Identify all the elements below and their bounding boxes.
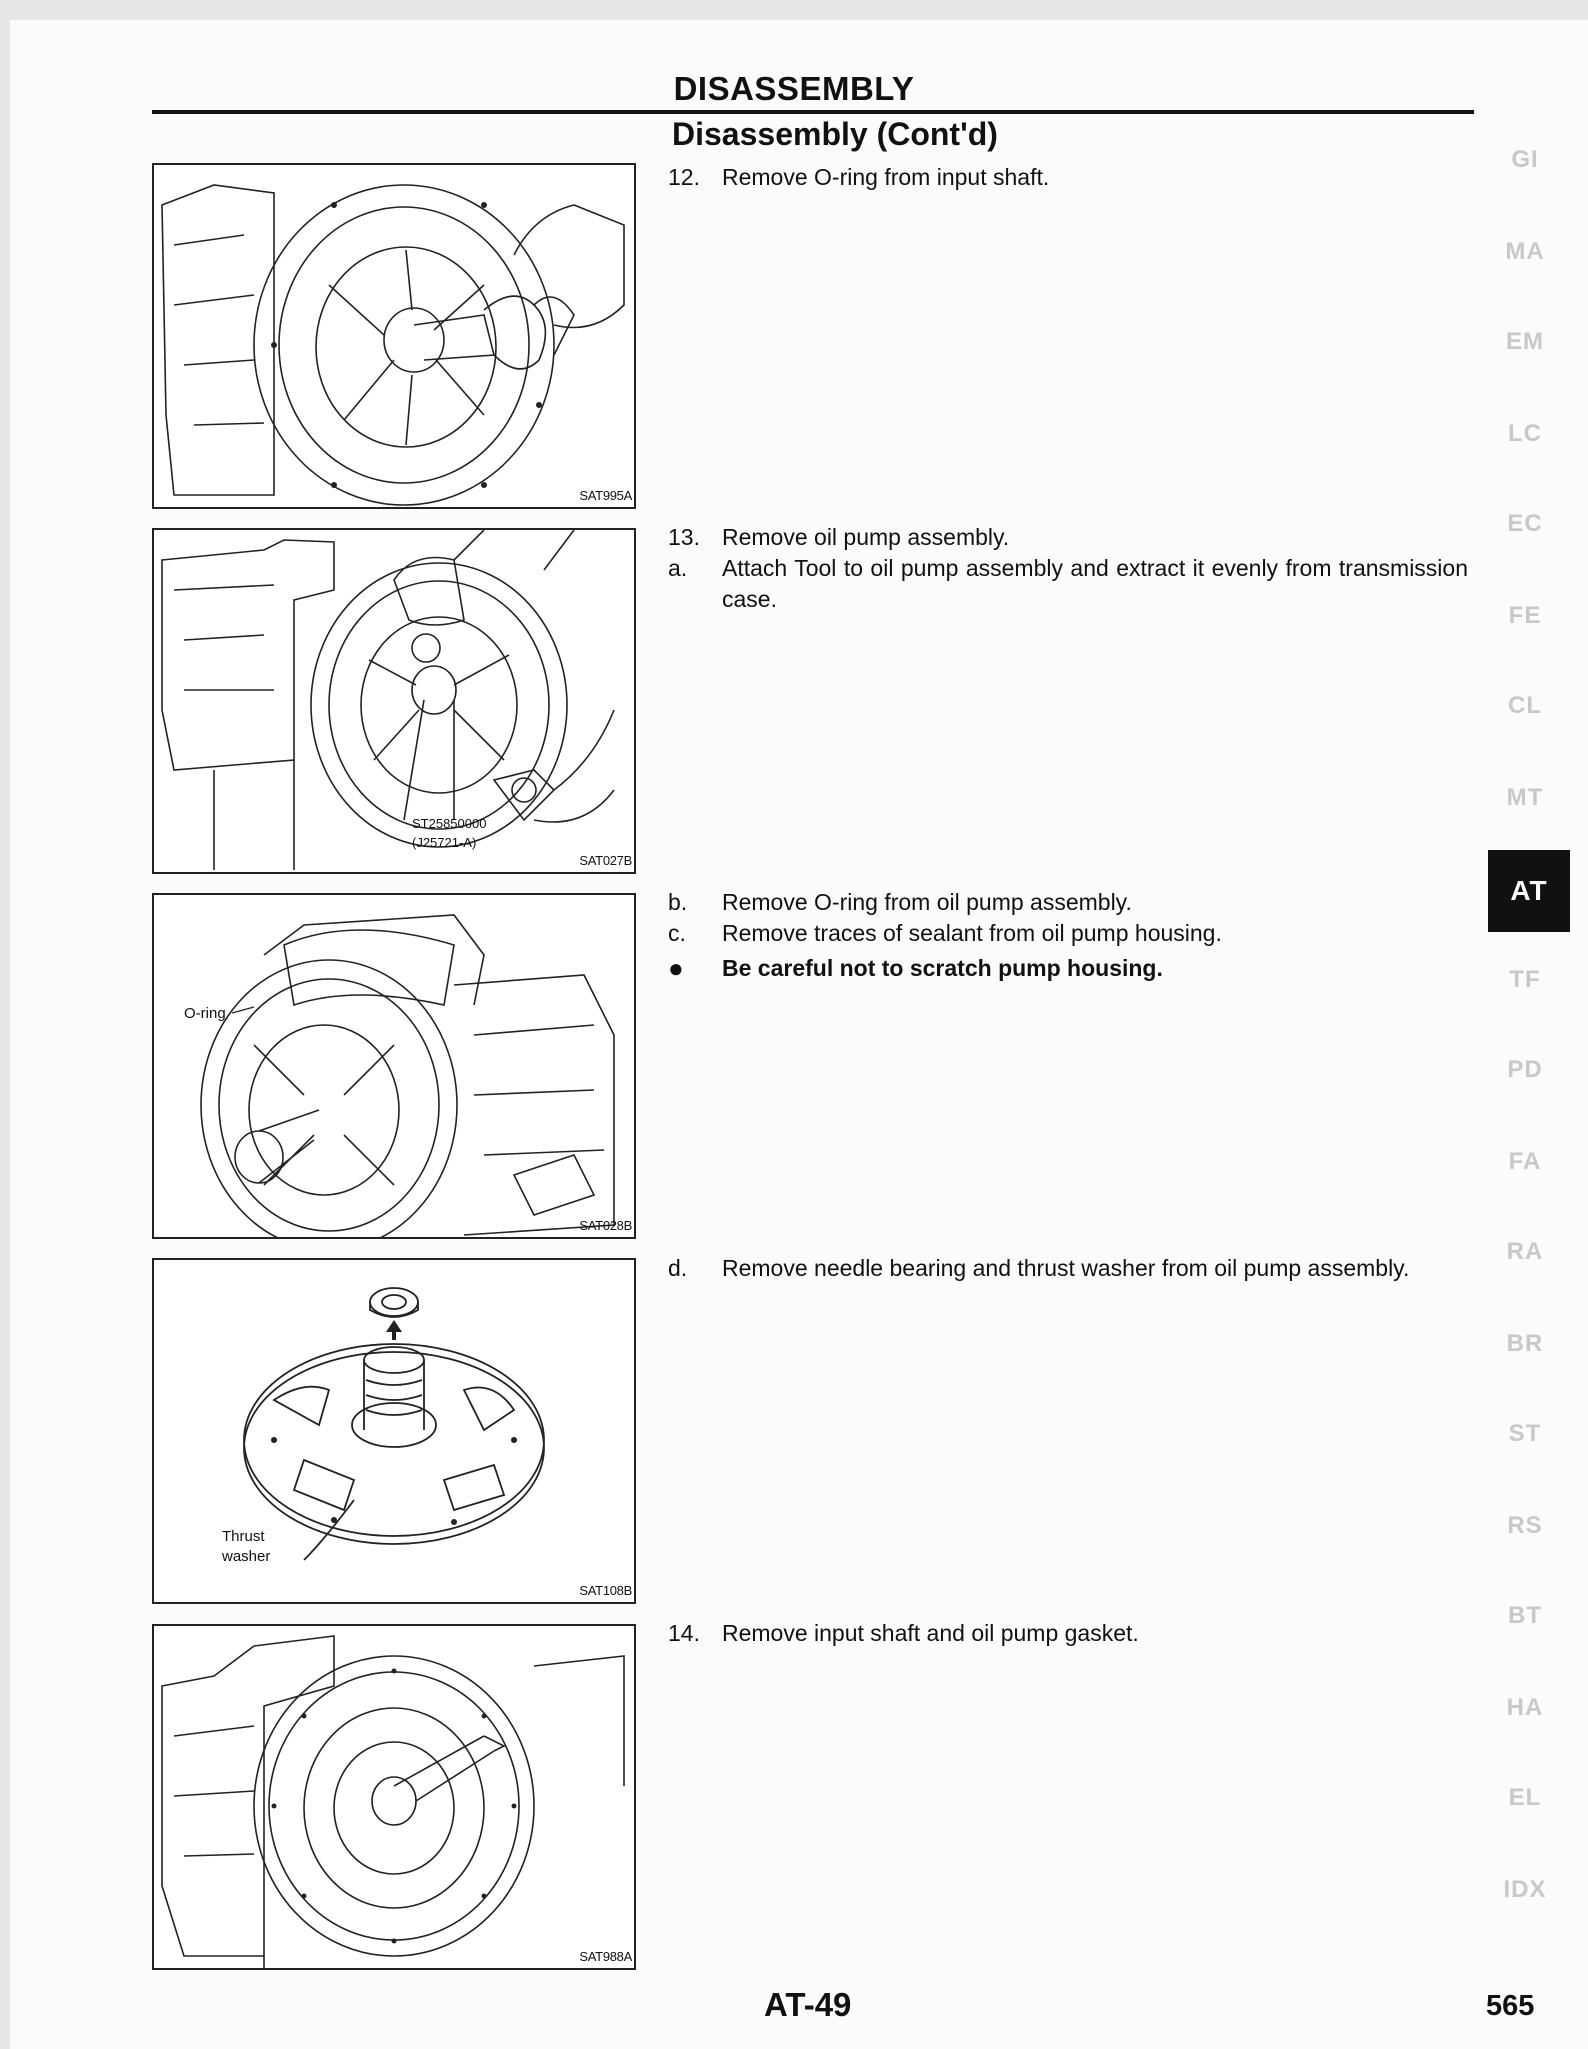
section-tab-tf[interactable]: TF [1509,966,1541,993]
figure-code: SAT027B [579,853,632,868]
step-text: Remove O-ring from oil pump assembly. [722,889,1132,915]
thrust-label: Thrust [222,1528,265,1545]
page-title: DISASSEMBLY [673,70,915,107]
step-13b [668,887,1474,918]
section-tab-lc[interactable]: LC [1508,420,1542,447]
section-tab-ec[interactable]: EC [1507,510,1543,537]
step-13 [668,522,1474,553]
o-ring-label: O-ring [184,1005,226,1022]
section-tab-pd[interactable]: PD [1507,1056,1543,1083]
section-tab-at[interactable]: AT [1488,850,1570,932]
figure-code: SAT108B [579,1583,632,1598]
figure-code: SAT995A [579,488,632,503]
section-tab-rs[interactable]: RS [1507,1512,1543,1539]
step-13c [668,918,1474,949]
step-number: 12. [668,164,700,190]
step-14 [668,1618,1474,1649]
step-letter: a. [668,555,688,581]
figure-sat028b [152,893,636,1239]
step-text: Remove O-ring from input shaft. [722,164,1050,190]
step-text: Attach Tool to oil pump assembly and extract it evenly from transmission case. [722,555,1468,612]
step-text: Remove needle bearing and thrust washer from oil pump assembly. [722,1255,1410,1281]
step-text: Remove oil pump assembly. [722,524,1010,550]
illustration-remove-oil-pump [154,530,636,874]
illustration-remove-o-ring-input-shaft [154,165,636,509]
illustration-remove-input-shaft [154,1626,636,1970]
tool-number-label: ST25850000 [412,816,487,831]
page-number: 565 [1486,1990,1535,2022]
section-tab-cl[interactable]: CL [1508,692,1542,719]
section-tab-idx[interactable]: IDX [1503,1876,1547,1903]
step-letter: b. [668,889,688,915]
figure-sat988a [152,1624,636,1970]
section-tab-ma[interactable]: MA [1505,238,1545,265]
section-tab-fa[interactable]: FA [1508,1148,1542,1175]
bullet-icon: ● [668,953,684,983]
page-code: AT-49 [764,1986,852,2023]
step-number: 13. [668,524,700,550]
section-tab-br[interactable]: BR [1506,1330,1544,1357]
section-tab-em[interactable]: EM [1506,328,1544,355]
step-12 [668,162,1474,193]
tool-number-alt-label: (J25721-A) [412,835,477,850]
step-letter: d. [668,1255,688,1281]
section-tab-ra[interactable]: RA [1506,1238,1544,1265]
section-tab-gi[interactable]: GI [1511,146,1539,173]
section-tab-bt[interactable]: BT [1508,1602,1542,1629]
step-13a [668,553,1474,615]
section-title: Disassembly (Cont'd) [672,116,998,152]
step-text: Remove traces of sealant from oil pump housing. [722,920,1222,946]
step-letter: c. [668,920,686,946]
figure-sat995a [152,163,636,509]
figure-sat108b [152,1258,636,1604]
section-tab-st[interactable]: ST [1508,1420,1542,1447]
step-13-caution [668,953,1474,985]
step-text: Remove input shaft and oil pump gasket. [722,1620,1139,1646]
figure-code: SAT988A [579,1949,632,1964]
step-13d [668,1253,1474,1284]
illustration-remove-o-ring-pump [154,895,636,1239]
figure-code: SAT028B [579,1218,632,1233]
section-tab-el[interactable]: EL [1508,1784,1542,1811]
step-number: 14. [668,1620,700,1646]
section-tab-ha[interactable]: HA [1506,1694,1544,1721]
header-rule [152,110,1474,114]
washer-label: washer [222,1548,271,1565]
section-tab-fe[interactable]: FE [1508,602,1542,629]
caution-text: Be careful not to scratch pump housing. [722,955,1163,981]
section-tab-mt[interactable]: MT [1506,784,1544,811]
figure-sat027b [152,528,636,874]
